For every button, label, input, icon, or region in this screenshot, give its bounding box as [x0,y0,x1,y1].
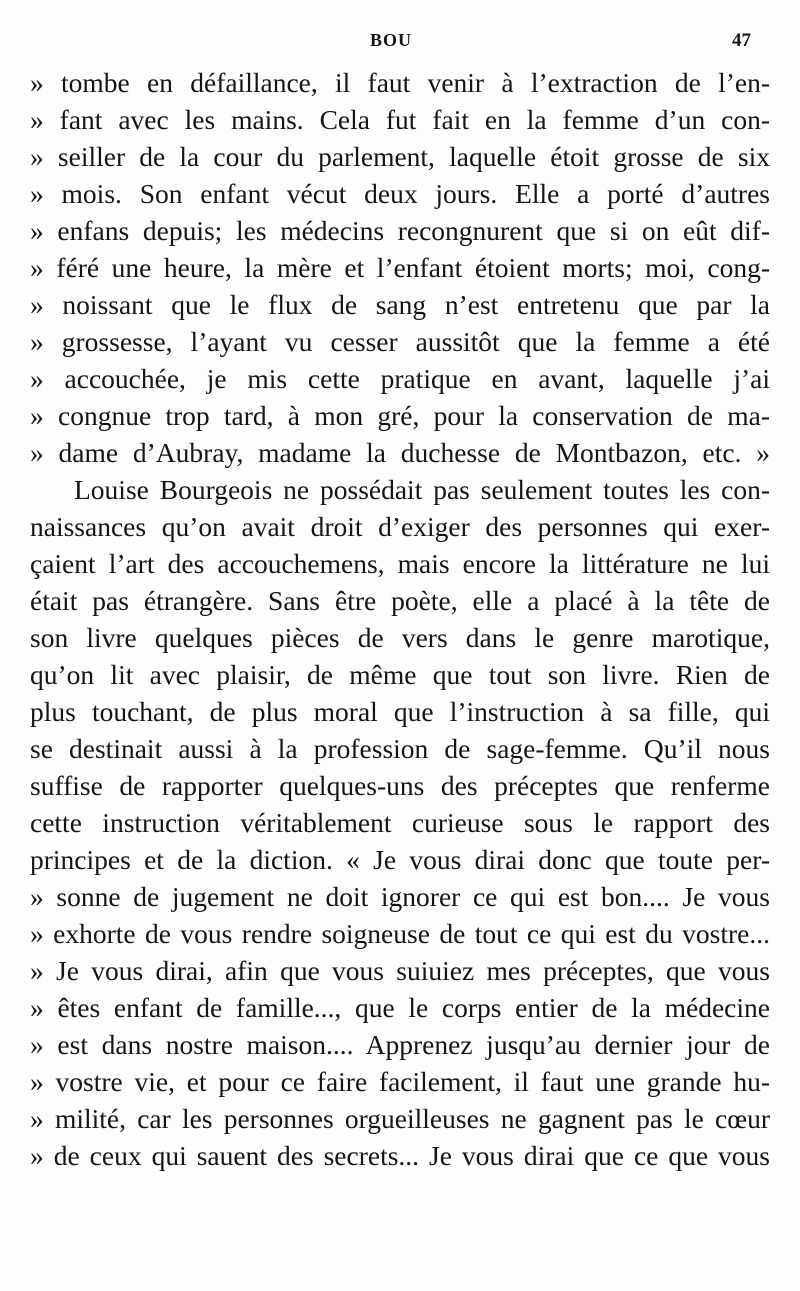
body-text [30,64,770,1174]
text-line: » milité, car les personnes orgueilleuses ne gagnent pas le cœur [30,1103,770,1134]
text-line: cette instruction véritablement curieuse sous le rapport des [30,807,770,838]
text-line: » de ceux qui sauent des secrets... Je vous dirai que ce que vous [30,1140,770,1171]
text-line: » sonne de jugement ne doit ignorer ce qui est bon.... Je vous [30,881,770,912]
text-line: son livre quelques pièces de vers dans le genre marotique, [30,622,770,653]
text-line: principes et de la diction. « Je vous dirai donc que toute per- [30,844,770,875]
text-line: qu’on lit avec plaisir, de même que tout son livre. Rien de [30,659,770,690]
text-line: plus touchant, de plus moral que l’instruction à sa fille, qui [30,696,770,727]
text-line: » féré une heure, la mère et l’enfant étoient morts; moi, cong- [30,252,770,283]
text-line: » Je vous dirai, afin que vous suiuiez mes préceptes, que vous [30,955,770,986]
paragraph-first-line: Louise Bourgeois ne possédait pas seulement toutes les con- [74,474,770,505]
text-line: » grossesse, l’ayant vu cesser aussitôt que la femme a été [30,326,770,357]
text-line: » est dans nostre maison.... Apprenez jusqu’au dernier jour de [30,1029,770,1060]
text-line: » seiller de la cour du parlement, laquelle étoit grosse de six [30,141,770,172]
running-head: BOU [370,30,413,50]
text-line: çaient l’art des accouchemens, mais encore la littérature ne lui [30,548,770,579]
text-line: » tombe en défaillance, il faut venir à l’extraction de l’en- [30,67,770,98]
text-line: » fant avec les mains. Cela fut fait en la femme d’un con- [30,104,770,135]
text-line: suffise de rapporter quelques-uns des préceptes que renferme [30,770,770,801]
page-number: 47 [732,30,751,51]
text-line: » congnue trop tard, à mon gré, pour la conservation de ma- [30,400,770,431]
page-header [0,30,800,60]
text-line: naissances qu’on avait droit d’exiger des personnes qui exer- [30,511,770,542]
text-line: se destinait aussi à la profession de sage-femme. Qu’il nous [30,733,770,764]
text-line: » mois. Son enfant vécut deux jours. Elle a porté d’autres [30,178,770,209]
text-line: » êtes enfant de famille..., que le corps entier de la médecine [30,992,770,1023]
text-line: » dame d’Aubray, madame la duchesse de Montbazon, etc. » [30,437,770,468]
text-line: » enfans depuis; les médecins recongnurent que si on eût dif- [30,215,770,246]
text-line: » noissant que le flux de sang n’est entretenu que par la [30,289,770,320]
text-line: » accouchée, je mis cette pratique en avant, laquelle j’ai [30,363,770,394]
text-line: » exhorte de vous rendre soigneuse de tout ce qui est du vostre... [30,918,770,949]
text-line: » vostre vie, et pour ce faire facilement, il faut une grande hu- [30,1066,770,1097]
text-line: était pas étrangère. Sans être poète, elle a placé à la tête de [30,585,770,616]
